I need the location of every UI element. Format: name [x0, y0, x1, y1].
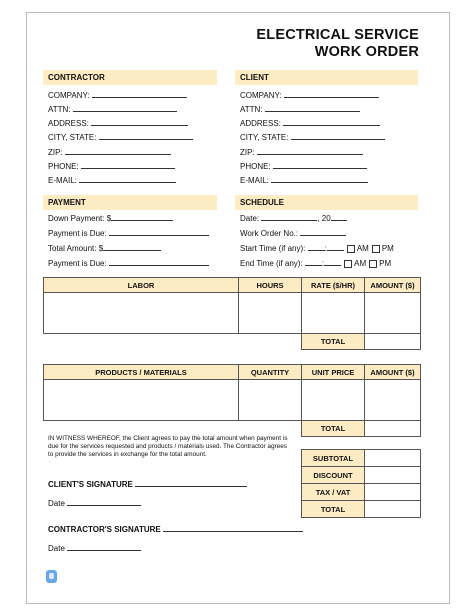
witness-paragraph: IN WITNESS WHEREOF, the Client agrees to pay the total amount when payment is due for the services requested and products / materials used. The Contractor agrees to provide the services in exchange for the total amount.	[48, 435, 288, 458]
labor-header-amount: AMOUNT ($)	[365, 278, 421, 293]
contractor-phone-label: PHONE:	[48, 162, 79, 171]
client-company-label: COMPANY:	[240, 91, 282, 100]
work-order-number-label: Work Order No.:	[240, 229, 299, 238]
start-time-label: Start Time (if any):	[240, 244, 306, 253]
start-time-field[interactable]: Start Time (if any): : AM PM	[240, 244, 394, 253]
payment-due-field-1[interactable]	[48, 227, 209, 239]
products-header-description: PRODUCTS / MATERIALS	[44, 365, 239, 380]
work-order-page	[26, 12, 450, 604]
labor-hours-cell[interactable]	[239, 293, 302, 334]
schedule-date-label: Date:	[240, 214, 260, 223]
contractor-address-field[interactable]	[48, 117, 188, 129]
contractor-email-label: E-MAIL:	[48, 176, 77, 185]
start-pm-label: PM	[381, 244, 394, 253]
contractor-attn-label: ATTN:	[48, 105, 71, 114]
labor-total-label: TOTAL	[302, 334, 365, 350]
labor-rate-cell[interactable]	[302, 293, 365, 334]
start-am-label: AM	[356, 244, 369, 253]
title-line-1: ELECTRICAL SERVICE	[256, 27, 419, 43]
schedule-header: SCHEDULE	[235, 195, 418, 210]
contractor-company-field[interactable]	[48, 89, 187, 101]
contractor-signature-field[interactable]	[48, 523, 303, 535]
labor-table	[43, 277, 421, 350]
schedule-date-field[interactable]	[240, 212, 347, 224]
contractor-email-field[interactable]	[48, 174, 176, 186]
products-amount-cell[interactable]	[365, 380, 421, 421]
end-pm-checkbox[interactable]	[369, 260, 377, 268]
end-time-label: End Time (if any):	[240, 259, 303, 268]
contractor-company-label: COMPANY:	[48, 91, 90, 100]
contractor-attn-field[interactable]	[48, 103, 177, 115]
tax-label: TAX / VAT	[302, 484, 365, 501]
client-header: CLIENT	[235, 70, 418, 85]
client-signature-label: CLIENT'S SIGNATURE	[48, 480, 133, 489]
products-total-cell[interactable]	[365, 421, 421, 437]
grand-total-label: TOTAL	[302, 501, 365, 518]
client-email-label: E-MAIL:	[240, 176, 269, 185]
contractor-signature-label: CONTRACTOR'S SIGNATURE	[48, 525, 161, 534]
client-zip-field[interactable]	[240, 146, 363, 158]
payment-due-label-2: Payment is Due:	[48, 259, 107, 268]
summary-table	[301, 449, 421, 518]
payment-header: PAYMENT	[43, 195, 217, 210]
end-am-checkbox[interactable]	[344, 260, 352, 268]
contractor-header: CONTRACTOR	[43, 70, 217, 85]
contractor-city-state-field[interactable]	[48, 131, 193, 143]
down-payment-label: Down Payment: $	[48, 214, 112, 223]
title-line-2: WORK ORDER	[314, 44, 419, 60]
labor-amount-cell[interactable]	[365, 293, 421, 334]
work-order-number-field[interactable]	[240, 227, 346, 239]
total-amount-label: Total Amount: $	[48, 244, 104, 253]
end-time-field[interactable]: End Time (if any): : AM PM	[240, 259, 392, 268]
subtotal-cell[interactable]	[365, 450, 421, 467]
end-pm-label: PM	[379, 259, 392, 268]
labor-description-cell[interactable]	[44, 293, 239, 334]
payment-due-field-2[interactable]	[48, 257, 209, 269]
grand-total-cell[interactable]	[365, 501, 421, 518]
client-signature-date-field[interactable]	[48, 497, 141, 509]
down-payment-field[interactable]	[48, 212, 173, 224]
contractor-phone-field[interactable]	[48, 160, 175, 172]
client-attn-field[interactable]	[240, 103, 360, 115]
client-address-field[interactable]	[240, 117, 380, 129]
schedule-date-suffix: , 20	[317, 214, 331, 223]
contractor-zip-field[interactable]	[48, 146, 171, 158]
client-email-field[interactable]	[240, 174, 368, 186]
client-attn-label: ATTN:	[240, 105, 263, 114]
labor-header-rate: RATE ($/HR)	[302, 278, 365, 293]
start-pm-checkbox[interactable]	[372, 245, 380, 253]
contractor-city-state-label: CITY, STATE:	[48, 133, 97, 142]
total-amount-field[interactable]	[48, 242, 161, 254]
client-address-label: ADDRESS:	[240, 119, 281, 128]
client-company-field[interactable]	[240, 89, 379, 101]
start-am-checkbox[interactable]	[347, 245, 355, 253]
document-logo-icon	[46, 570, 57, 583]
client-city-state-label: CITY, STATE:	[240, 133, 289, 142]
contractor-signature-date-label: Date	[48, 544, 65, 553]
client-zip-label: ZIP:	[240, 148, 255, 157]
products-quantity-cell[interactable]	[239, 380, 302, 421]
discount-label: DISCOUNT	[302, 467, 365, 484]
products-unit-price-cell[interactable]	[302, 380, 365, 421]
client-phone-field[interactable]	[240, 160, 367, 172]
products-header-amount: AMOUNT ($)	[365, 365, 421, 380]
tax-cell[interactable]	[365, 484, 421, 501]
end-am-label: AM	[354, 259, 367, 268]
client-phone-label: PHONE:	[240, 162, 271, 171]
products-description-cell[interactable]	[44, 380, 239, 421]
products-header-unit-price: UNIT PRICE	[302, 365, 365, 380]
products-total-label: TOTAL	[302, 421, 365, 437]
client-city-state-field[interactable]	[240, 131, 385, 143]
subtotal-label: SUBTOTAL	[302, 450, 365, 467]
contractor-address-label: ADDRESS:	[48, 119, 89, 128]
products-header-quantity: QUANTITY	[239, 365, 302, 380]
labor-header-hours: HOURS	[239, 278, 302, 293]
payment-due-label-1: Payment is Due:	[48, 229, 107, 238]
client-signature-field[interactable]	[48, 478, 247, 490]
client-signature-date-label: Date	[48, 499, 65, 508]
contractor-signature-date-field[interactable]	[48, 542, 141, 554]
labor-total-cell[interactable]	[365, 334, 421, 350]
labor-header-description: LABOR	[44, 278, 239, 293]
discount-cell[interactable]	[365, 467, 421, 484]
products-table	[43, 364, 421, 437]
contractor-zip-label: ZIP:	[48, 148, 63, 157]
